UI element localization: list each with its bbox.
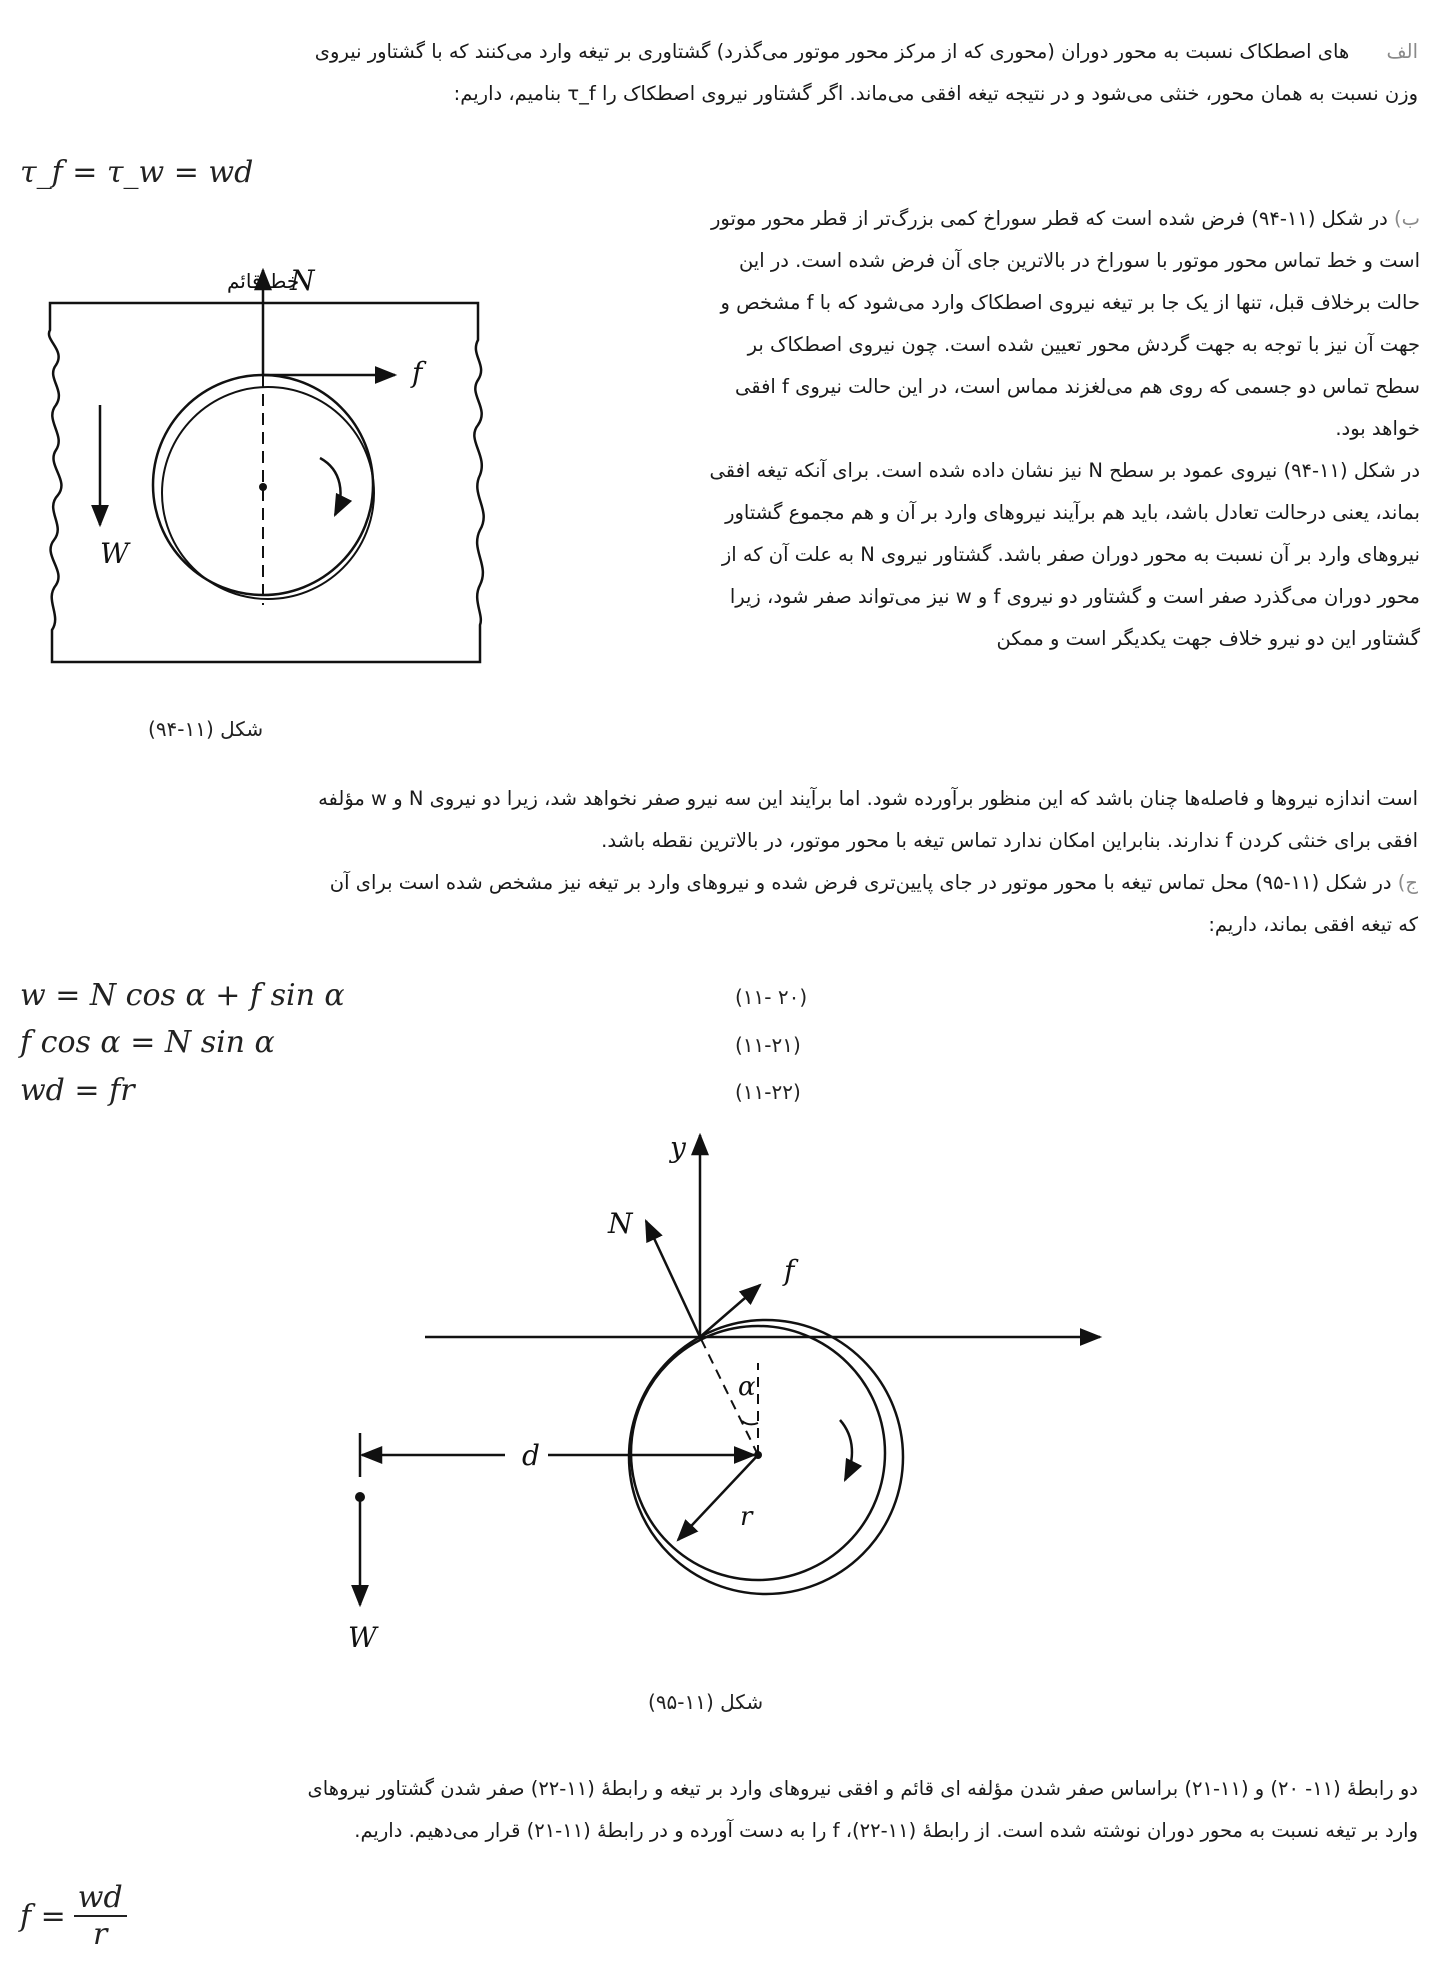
equation-final-lhs: f =	[20, 1898, 66, 1934]
label-W: W	[348, 1621, 377, 1654]
label-d: d	[522, 1439, 540, 1472]
paragraph-b-line: در شکل (۱۱-۹۴) نیروی عمود بر سطح N نیز نشان داده شده است. برای آنکه تیغه افقی	[709, 459, 1420, 482]
equation-20: w = N cos α + f sin α	[20, 978, 345, 1013]
equation-20-number: (۱۱- ۲۰)	[735, 985, 808, 1009]
paragraph-b-label: ب)	[1394, 207, 1420, 230]
paragraph-a-label: الف	[1386, 40, 1418, 63]
equation-21: f cos α = N sin α	[20, 1025, 275, 1060]
equation-tau: τ_f = τ_w = wd	[20, 155, 254, 190]
label-f: f	[784, 1254, 795, 1287]
figure-11-95	[330, 1125, 1130, 1685]
label-N: N	[290, 264, 315, 297]
equation-final-numerator: wd	[74, 1880, 127, 1917]
label-r: r	[740, 1502, 753, 1532]
paragraph-d-line-1: دو رابطهٔ (۱۱- ۲۰) و (۱۱-۲۱) براساس صفر شدن مؤلفه‌ ای قائم و افقی نیروهای وارد بر تیغه و رابطهٔ (۱۱-۲۲) صفر شدن گشتاور نیروهای	[307, 1777, 1418, 1800]
paragraph-d	[18, 1768, 1418, 1852]
paragraph-c	[18, 862, 1418, 946]
paragraph-b-line: گشتاور این دو نیرو خلاف جهت یکدیگر است و ممکن	[996, 627, 1420, 650]
normal-force-arrow	[646, 1221, 700, 1337]
label-N: N	[608, 1207, 633, 1240]
paragraph-b-continued-line: است اندازه نیروها و فاصله‌ها چنان باشد که این منظور برآورده شود. اما برآیند این سه نیرو صفر نخواهد شد، زیرا دو نیروی N و w مؤلفه	[318, 787, 1418, 810]
equation-final	[20, 1880, 127, 1952]
paragraph-a-line-1: الف های اصطکاک نسبت به محور دوران (محوری که از مرکز محور موتور می‌گذرد) گشتاوری بر تیغه وارد می‌کنند که با گشتاور نیروی	[314, 40, 1418, 63]
label-W: W	[100, 537, 129, 570]
equation-final-denominator: r	[93, 1917, 108, 1952]
equation-22: wd = fr	[20, 1073, 135, 1108]
shaft-circle	[162, 387, 374, 599]
paragraph-b-line: جهت آن نیز با توجه به جهت گردش محور تعیین شده است. چون نیروی اصطکاک بر	[747, 333, 1420, 356]
figure-11-94-caption: شکل (۱۱-۹۴)	[148, 717, 264, 741]
paragraph-c-label: ج)	[1397, 871, 1418, 894]
paragraph-b-line: است و خط تماس محور موتور با سوراخ در بالاترین جای آن فرض شده است. در این	[738, 249, 1420, 272]
equation-21-number: (۱۱-۲۱)	[735, 1033, 801, 1057]
paragraph-b-continued-line: افقی برای خنثی کردن f ندارند. بنابراین امکان ندارد تماس تیغه با محور موتور، در بالاترین نقطه باشد.	[601, 829, 1418, 852]
paragraph-c-line-2: که تیغه افقی بماند، داریم:	[1208, 913, 1418, 936]
paragraph-b-line: ب) در شکل (۱۱-۹۴) فرض شده است که قطر سوراخ کمی بزرگ‌تر از قطر محور موتور	[710, 207, 1420, 230]
paragraph-b-line: نیروهای وارد بر آن نسبت به محور دوران صفر باشد. گشتاور نیروی N به علت آن که از	[721, 543, 1420, 566]
paragraph-b-line: خواهد بود.	[1335, 417, 1420, 440]
paragraph-a-line-2: وزن نسبت به همان محور، خنثی می‌شود و در نتیجه تیغه افقی می‌ماند. اگر گشتاور نیروی اصطکاک را τ_f بنامیم، داریم:	[453, 82, 1418, 105]
paragraph-b-line: سطح تماس دو جسمی که روی هم می‌لغزند مماس است، در این حالت نیروی f افقی	[734, 375, 1420, 398]
label-f: f	[412, 356, 423, 389]
figure-11-95-caption: شکل (۱۱-۹۵)	[648, 1690, 764, 1714]
paragraph-a	[18, 31, 1418, 115]
label-y: y	[670, 1131, 686, 1164]
paragraph-b-line: بماند، یعنی درحالت تعادل باشد، باید هم برآیند نیروهای وارد بر آن و هم مجموع گشتاور	[725, 501, 1420, 524]
equation-22-number: (۱۱-۲۲)	[735, 1080, 801, 1104]
paragraph-d-line-2: وارد بر تیغه نسبت به محور دوران نوشته شده است. از رابطهٔ (۱۱-۲۲)، f را به دست آورده و در رابطهٔ (۱۱-۲۱) قرار می‌دهیم. داریم.	[354, 1819, 1418, 1842]
paragraph-c-line-1: ج) در شکل (۱۱-۹۵) محل تماس تیغه با محور موتور در جای پایین‌تری فرض شده و نیروهای وارد بر تیغه نیز مشخص شده است برای آن	[329, 871, 1418, 894]
paragraph-b-line: حالت برخلاف قبل، تنها از یک جا بر تیغه نیروی اصطکاک وارد می‌شود که با f مشخص و	[720, 291, 1420, 314]
paragraph-b-line: محور دوران می‌گذرد صفر است و گشتاور دو نیروی f و w نیز می‌تواند صفر شود، زیرا	[729, 585, 1420, 608]
paragraph-b-continued	[18, 778, 1418, 862]
paragraph-b	[525, 198, 1420, 660]
label-vertical-line: خط قائم	[227, 269, 300, 293]
figure-11-94	[0, 250, 520, 690]
label-alpha: α	[738, 1372, 756, 1402]
